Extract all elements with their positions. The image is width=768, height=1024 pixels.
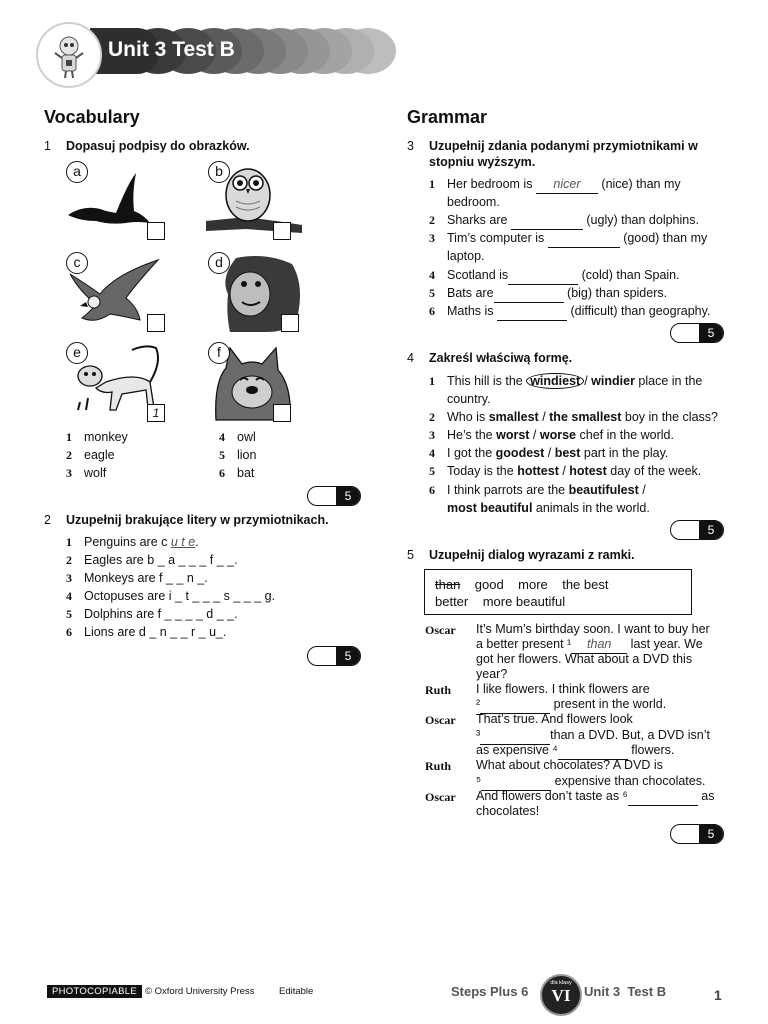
item-continuation: country. xyxy=(447,392,491,406)
series-name: Steps Plus 6 xyxy=(451,984,529,999)
picture-letter-d: d xyxy=(208,252,230,274)
answer-blank[interactable] xyxy=(511,211,583,230)
picture-letter-c: c xyxy=(66,252,88,274)
speaker-name: Ruth xyxy=(425,759,452,773)
word: more xyxy=(518,577,548,592)
answer-box-d[interactable] xyxy=(281,314,299,332)
question-instruction: Uzupełnij brakujące litery w przymiotnikach. xyxy=(66,513,329,527)
score-box[interactable]: 5 xyxy=(307,486,361,506)
dialog-line: ³ than a DVD. But, a DVD isn’t xyxy=(476,728,710,745)
item-continuation: most beautiful animals in the world. xyxy=(447,501,650,515)
section-heading-grammar: Grammar xyxy=(407,107,488,127)
dialog-line: year? xyxy=(476,667,508,681)
page-title: Unit 3 Test B xyxy=(108,38,235,61)
copyright: © Oxford University Press xyxy=(145,986,255,997)
item-continuation: laptop. xyxy=(447,249,485,263)
editable-label: Editable xyxy=(279,986,314,997)
question-number: 1 xyxy=(44,139,51,153)
question-number: 2 xyxy=(44,513,51,527)
dialog-line: It’s Mum’s birthday soon. I want to buy her xyxy=(476,622,710,636)
page-number: 1 xyxy=(714,987,722,1003)
score-box[interactable]: 5 xyxy=(670,323,724,343)
dialog-line: And flowers don’t taste as ⁶ as xyxy=(476,789,714,806)
answer-box-b[interactable] xyxy=(273,222,291,240)
answer-text: u t e xyxy=(170,535,196,549)
answer-box-a[interactable] xyxy=(147,222,165,240)
footer-unit: Unit 3 Test B xyxy=(584,984,667,999)
answer-box-c[interactable] xyxy=(147,314,165,332)
answer-blank[interactable] xyxy=(494,284,564,303)
word: more beautiful xyxy=(482,594,566,609)
question-number: 4 xyxy=(407,351,414,365)
score-box[interactable]: 5 xyxy=(307,646,361,666)
picture-letter-b: b xyxy=(208,161,230,183)
score-box[interactable]: 5 xyxy=(670,520,724,540)
answer-blank[interactable]: nicer xyxy=(536,175,598,194)
question-instruction: Uzupełnij dialog wyrazami z ramki. xyxy=(429,548,635,562)
section-heading-vocabulary: Vocabulary xyxy=(44,107,140,127)
answer-blank[interactable] xyxy=(628,789,698,806)
speaker-name: Oscar xyxy=(425,623,456,637)
picture-letter-a: a xyxy=(66,161,88,183)
level-badge: dla klasy VI xyxy=(540,974,582,1016)
dialog-line: a better present ¹ than last year. We xyxy=(476,637,703,654)
answer-box-f[interactable] xyxy=(273,404,291,422)
dialog-line: ⁵ expensive than chocolates. xyxy=(476,774,705,791)
question-instruction: Dopasuj podpisy do obrazków. xyxy=(66,139,250,153)
dialog-line: got her flowers. What about a DVD this xyxy=(476,652,693,666)
speaker-name: Oscar xyxy=(425,790,456,804)
dialog-line: That’s true. And flowers look xyxy=(476,712,633,726)
word-box xyxy=(424,569,692,615)
mascot-logo xyxy=(36,22,102,88)
picture-letter-f: f xyxy=(208,342,230,364)
answer-blank[interactable] xyxy=(548,229,620,248)
question-instruction-cont: stopniu wyższym. xyxy=(429,155,536,169)
question-instruction: Uzupełnij zdania podanymi przymiotnikami w xyxy=(429,139,698,153)
photocopiable-badge: PHOTOCOPIABLE xyxy=(47,985,142,998)
picture-letter-e: e xyxy=(66,342,88,364)
circled-answer: windiest xyxy=(526,373,584,389)
speaker-name: Ruth xyxy=(425,683,452,697)
question-instruction: Zakreśl właściwą formę. xyxy=(429,351,573,365)
word: better xyxy=(435,594,469,609)
question-number: 5 xyxy=(407,548,414,562)
dialog-line: What about chocolates? A DVD is xyxy=(476,758,663,772)
speaker-name: Oscar xyxy=(425,713,456,727)
dialog-line: as expensive ⁴ flowers. xyxy=(476,743,674,760)
word: good xyxy=(474,577,504,592)
dialog-line: I like flowers. I think flowers are xyxy=(476,682,650,696)
answer-blank[interactable] xyxy=(508,266,578,285)
word: the best xyxy=(562,577,609,592)
answer-blank[interactable] xyxy=(497,302,567,321)
dialog-line: ² present in the world. xyxy=(476,697,666,714)
answer-blank[interactable]: than xyxy=(571,637,627,654)
item-continuation: bedroom. xyxy=(447,195,500,209)
score-box[interactable]: 5 xyxy=(670,824,724,844)
question-number: 3 xyxy=(407,139,414,153)
word-used: than xyxy=(435,577,461,592)
answer-box-e[interactable]: 1 xyxy=(147,404,165,422)
dialog-line: chocolates! xyxy=(476,804,540,818)
